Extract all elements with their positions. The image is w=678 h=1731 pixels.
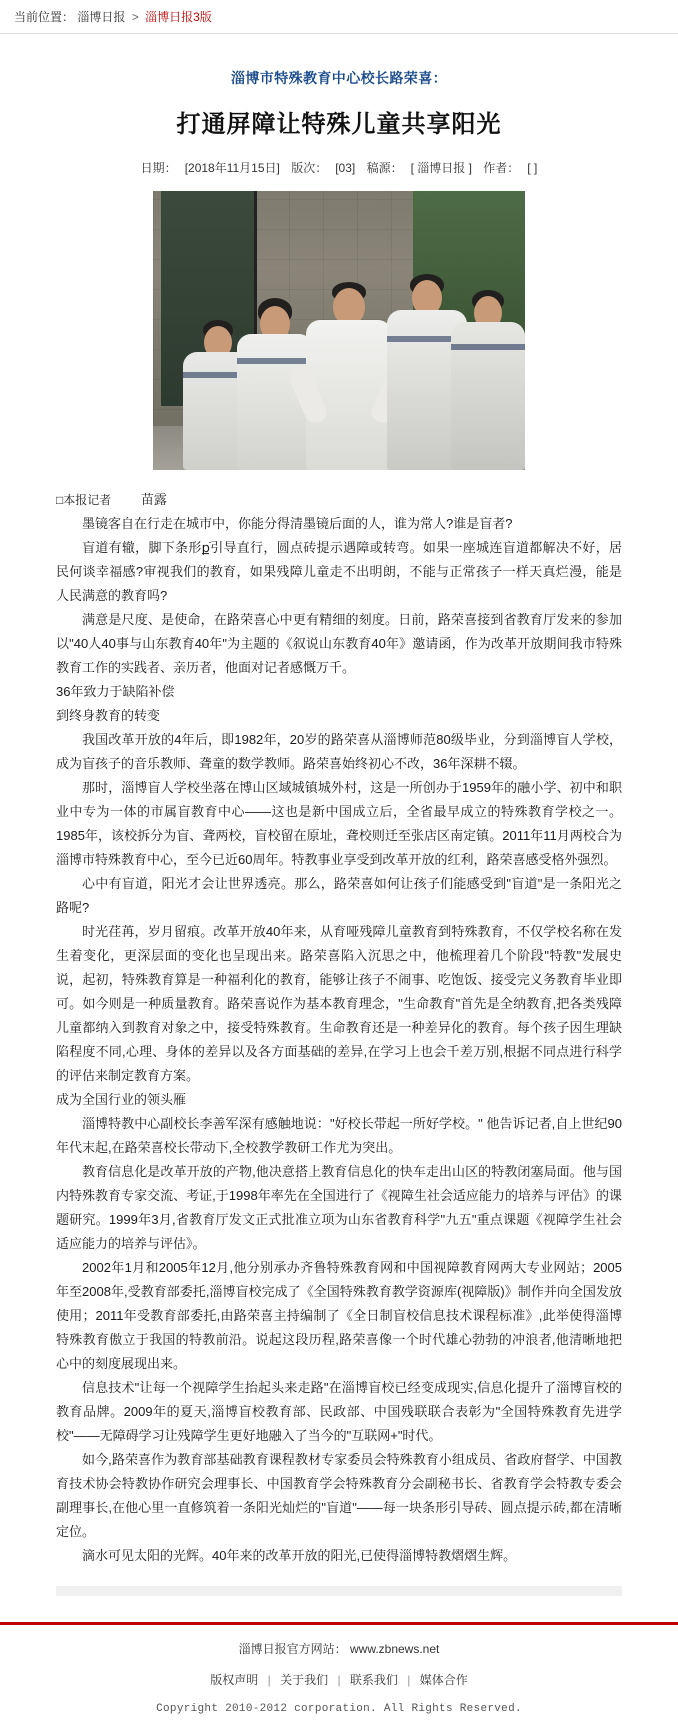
footer-site-line — [0, 1639, 678, 1659]
article-paragraph: 滴水可见太阳的光辉。40年来的改革开放的阳光,已使得淄博特教熠熠生辉。 — [82, 1548, 517, 1563]
meta-author-label: 作者： — [483, 161, 520, 175]
article-photo — [153, 191, 525, 470]
content-divider — [56, 1586, 622, 1596]
meta-edition-label: 版次： — [291, 161, 328, 175]
article-paragraph: 墨镜客自在行走在城市中，你能分得清墨镜后面的人，谁为常人?谁是盲者? — [82, 516, 513, 531]
article-meta — [56, 159, 622, 177]
article-figure — [153, 191, 525, 470]
article-paragraph: 信息技术"让每一个视障学生抬起头来走路"在淄博盲校已经变成现实,信息化提升了淄博盲校的教育品牌。2009年的夏天,淄博盲校教育部、民政部、中国残联联合表彰为"全国特殊教育先进学校"——无障碍学习让残障学生更好地融入了当今的"互联网+"时代。 — [56, 1380, 622, 1443]
breadcrumb-item-0[interactable]: 淄博日报 — [77, 10, 126, 24]
meta-edition-value: [03] — [335, 161, 356, 175]
breadcrumb-item-1[interactable]: 淄博日报3版 — [145, 10, 212, 24]
article-paragraph: 淄博特教中心副校长李善军深有感触地说："好校长带起一所好学校。" 他告诉记者,自上世纪90年代末起,在路荣喜校长带动下,全校教学教研工作尤为突出。 — [56, 1116, 622, 1155]
footer-link-media-cooperation[interactable]: 媒体合作 — [419, 1673, 468, 1687]
article-paragraph: 盲道有辙，脚下条形քֿ引导直行，圆点砖提示遇障或转弯。如果一座城连盲道都解决不好，居民何谈幸福感?审视我们的教育，如果残障儿童走不出明朗，不能与正常孩子一样天真烂漫，能是人民满意的教育吗? — [56, 540, 622, 603]
article-paragraph: 心中有盲道，阳光才会让世界透亮。那么，路荣喜如何让孩子们能感受到"盲道"是一条阳光之路呢? — [56, 876, 622, 915]
meta-source-label: 稿源： — [366, 161, 403, 175]
footer-link-contact-us[interactable]: 联系我们 — [349, 1673, 398, 1687]
footer-separator: | — [407, 1673, 411, 1687]
article-subheading: 到终身教育的转变 — [56, 708, 161, 723]
article-byline — [56, 488, 622, 512]
footer-link-copyright-statement[interactable]: 版权声明 — [210, 1673, 259, 1687]
breadcrumb — [0, 0, 678, 34]
article-paragraph: 满意是尺度、是使命，在路荣喜心中更有精细的刻度。日前，路荣喜接到省教育厅发来的参加以"40人40事与山东教育40年"为主题的《叙说山东教育40年》邀请函，作为改革开放期间我市特殊教育工作的实践者、亲历者，他面对记者感慨万千。 — [56, 612, 622, 675]
meta-source-value: [ 淄博日报 ] — [410, 161, 472, 175]
article-paragraph: 时光荏苒，岁月留痕。改革开放40年来，从育哑残障儿童教育到特殊教育，不仅学校名称在发生着变化，更深层面的变化也呈现出来。路荣喜陷入沉思之中，他梳理着几个阶段"特教"发展史说，起初，特殊教育算是一种福利化的教育，能够让孩子不闹事、吃饱饭、接受完义务教育毕业即可。如今则是一种质量教育。路荣喜说作为基本教育理念，"生命教育"首先是全纳教育,把各类残障儿童都纳入到教育对象之中，接受特殊教育。生命教育还是一种差异化的教育。每个孩子因生理缺陷程度不同,心理、身体的差异以及各方面基础的差异,在学习上也会千差万别,根据不同点进行科学的评估来制定教育方案。 — [56, 924, 622, 1083]
footer-site-url: www.zbnews.net — [349, 1642, 440, 1656]
article — [0, 34, 678, 1596]
footer-separator: | — [267, 1673, 271, 1687]
meta-date-value: [2018年11月15日] — [184, 161, 280, 175]
article-kicker: 淄博市特殊教育中心校长路荣喜： — [231, 70, 447, 86]
footer-site-label: 淄博日报官方网站： — [238, 1642, 347, 1656]
byline-mark: □本报记者 — [56, 493, 112, 507]
article-paragraph: 如今,路荣喜作为教育部基础教育课程教材专家委员会特殊教育小组成员、省政府督学、中国教育技术协会特教协作研究会理事长、中国教育学会特殊教育分会副秘书长、省教育学会特教专委会副理事长,在他心里一直修筑着一条阳光灿烂的"盲道"——每一块条形引导砖、圆点提示砖,都在清晰定位。 — [56, 1452, 622, 1539]
footer-separator: | — [337, 1673, 341, 1687]
meta-author-value: [ ] — [527, 161, 538, 175]
photo-principal — [303, 280, 395, 470]
photo-student-right-2 — [449, 290, 525, 470]
page-title: 打通屏障让特殊儿童共享阳光 — [176, 111, 502, 138]
site-footer — [0, 1622, 678, 1715]
footer-copyright: Copyright 2010-2012 corporation. All Rights Reserved. — [156, 1703, 522, 1715]
article-paragraph: 2002年1月和2005年12月,他分别承办齐鲁特殊教育网和中国视障教育网两大专业网站；2005年至2008年,受教育部委托,淄博盲校完成了《全国特殊教育教学资源库(视障版)》制作并向全国发放使用；2011年受教育部委托,由路荣喜主持编制了《全日制盲校信息技术课程标准》,此举使得淄博特殊教育傲立于我国的特教前沿。说起这段历程,路荣喜像一个时代雄心勃勃的冲浪者,他清晰地把心中的刻度展现出来。 — [56, 1260, 622, 1371]
footer-link-about-us[interactable]: 关于我们 — [280, 1673, 329, 1687]
breadcrumb-label: 当前位置： — [14, 10, 75, 24]
article-subheading: 36年致力于缺陷补偿 — [56, 684, 175, 699]
article-paragraph: 教育信息化是改革开放的产物,他决意搭上教育信息化的快车走出山区的特教闭塞局面。他与国内特殊教育专家交流、考证,于1998年率先在全国进行了《视障生社会适应能力的培养与评估》的课题研究。1999年3月,省教育厅发文正式批准立项为山东省教育科学"九五"重点课题《视障学生社会适应能力的培养与评估》。 — [56, 1164, 622, 1251]
breadcrumb-separator: > — [131, 10, 139, 24]
meta-date-label: 日期： — [140, 161, 177, 175]
article-paragraph: 那时，淄博盲人学校坐落在博山区域城镇城外村，这是一所创办于1959年的融小学、初中和职业中专为一体的市属盲教育中心——这也是新中国成立后，全省最早成立的特殊教育学校之一。1985年，该校拆分为盲、聋两校，盲校留在原址，聋校则迁至张店区南定镇。2011年11月两校合为淄博市特殊教育中心，至今已近60周年。特教事业享受到改革开放的红利，路荣喜感受格外强烈。 — [56, 780, 622, 867]
photo-body — [451, 322, 525, 470]
article-subheading: 成为全国行业的领头雁 — [56, 1092, 187, 1107]
article-body — [56, 512, 622, 1568]
article-paragraph: 我国改革开放的4年后，即1982年，20岁的路荣喜从淄博师范80级毕业，分到淄博盲人学校，成为盲孩子的音乐教师、聋童的数学教师。路荣喜始终初心不改，36年深耕不辍。 — [56, 732, 622, 771]
footer-links — [0, 1669, 678, 1691]
byline-name: 苗露 — [140, 492, 167, 507]
